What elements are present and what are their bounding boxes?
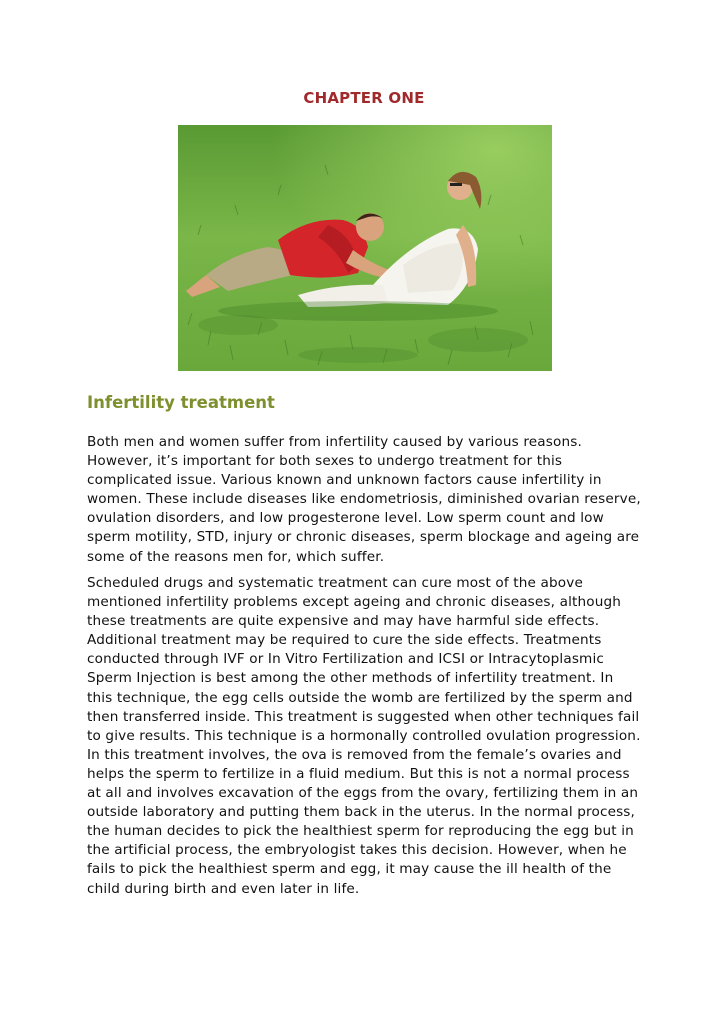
paragraph-1: Both men and women suffer from infertility caused by various reasons. However, it’s important for both sexes to undergo treatment for this complicated issue. Various known and unknown factors cause infertility in women. These include diseases like endometriosis, diminished ovarian reserve, ovulation disorders, and low progesterone level. Low sperm count and low sperm motility, STD, injury or chronic diseases, sperm blockage and ageing are some of the reasons men for, which suffer. — [87, 434, 641, 565]
couple-on-grass-photo — [178, 125, 552, 371]
section-heading: Infertility treatment — [87, 393, 275, 412]
chapter-title: CHAPTER ONE — [303, 89, 425, 107]
paragraph-2: Scheduled drugs and systematic treatment can cure most of the above mentioned infertility problems except ageing and chronic diseases, although these treatments are quite expensive and may have harmful side effects. Additional treatment may be required to cure the side effects. Treatments conducted through IVF or In Vitro Fertilization and ICSI or Intracytoplasmic Sperm Injection is best among the other methods of infertility treatment. In this technique, the egg cells outside the womb are fertilized by the sperm and then transferred inside. This treatment is suggested when other techniques fail to give results. This technique is a hormonally controlled ovulation progression. In this treatment involves, the ova is removed from the female’s ovaries and helps the sperm to fertilize in a fluid medium. But this is not a normal process at all and involves excavation of the eggs from the ovary, fertilizing them in an outside laboratory and putting them back in the uterus. In the normal process, the human decides to pick the healthiest sperm for reproducing the egg but in the artificial process, the embryologist takes this decision. However, when he fails to pick the healthiest sperm and egg, it may cause the ill health of the child during birth and even later in life. — [87, 575, 641, 897]
